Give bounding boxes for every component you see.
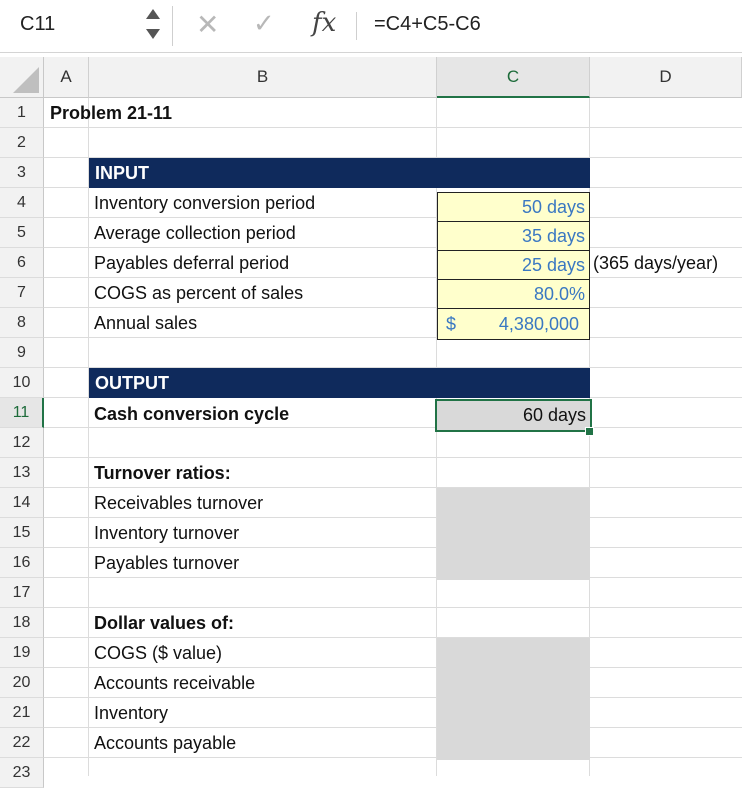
row-header-selected[interactable]: 11 (0, 398, 44, 428)
row-header[interactable]: 8 (0, 308, 44, 338)
cell-c5[interactable]: 35 days (437, 221, 590, 251)
cell-b21[interactable]: Inventory (94, 702, 169, 723)
name-box[interactable]: C11 (20, 13, 56, 35)
row-header[interactable]: 13 (0, 458, 44, 488)
cell-b22[interactable]: Accounts payable (94, 732, 237, 753)
cell-b5[interactable]: Average collection period (94, 222, 296, 243)
column-header-c[interactable]: C (437, 57, 590, 98)
row-header[interactable]: 5 (0, 218, 44, 248)
row-header[interactable]: 18 (0, 608, 44, 638)
row-header[interactable]: 10 (0, 368, 44, 398)
dollar-values-output-cells[interactable] (437, 638, 590, 760)
annual-sales-value: 4,380,000 (498, 313, 579, 334)
row-header[interactable]: 19 (0, 638, 44, 668)
formula-input[interactable]: =C4+C5-C6 (374, 13, 481, 35)
cell-b8[interactable]: Annual sales (94, 312, 198, 333)
column-header-a[interactable]: A (44, 57, 89, 98)
row-header[interactable]: 9 (0, 338, 44, 368)
cell-b11[interactable]: Cash conversion cycle (94, 403, 290, 424)
row-header[interactable]: 16 (0, 548, 44, 578)
fill-handle[interactable] (585, 427, 594, 436)
cell-b13[interactable]: Turnover ratios: (94, 462, 231, 483)
row-header[interactable]: 3 (0, 158, 44, 188)
select-all-icon (13, 67, 39, 93)
row-header[interactable]: 4 (0, 188, 44, 218)
cell-b16[interactable]: Payables turnover (94, 552, 240, 573)
input-section-header[interactable]: INPUT (89, 158, 590, 188)
cell-b15[interactable]: Inventory turnover (94, 522, 240, 543)
cell-c4[interactable]: 50 days (437, 192, 590, 222)
cell-d6[interactable]: (365 days/year) (593, 252, 719, 273)
row-header[interactable]: 17 (0, 578, 44, 608)
cell-b4[interactable]: Inventory conversion period (94, 192, 316, 213)
row-header[interactable]: 20 (0, 668, 44, 698)
cell-b19[interactable]: COGS ($ value) (94, 642, 223, 663)
row-header[interactable]: 2 (0, 128, 44, 158)
gridline (88, 98, 89, 776)
cell-b6[interactable]: Payables deferral period (94, 252, 290, 273)
cell-b14[interactable]: Receivables turnover (94, 492, 264, 513)
row-header[interactable]: 1 (0, 98, 44, 128)
output-section-header[interactable]: OUTPUT (89, 368, 590, 398)
cell-b18[interactable]: Dollar values of: (94, 612, 235, 633)
turnover-output-cells[interactable] (437, 488, 590, 580)
select-all-button[interactable] (0, 57, 44, 98)
row-header[interactable]: 12 (0, 428, 44, 458)
row-header[interactable]: 15 (0, 518, 44, 548)
row-header[interactable]: 21 (0, 698, 44, 728)
formula-bar (0, 0, 742, 53)
cell-c8[interactable] (437, 308, 590, 340)
column-header-d[interactable]: D (590, 57, 742, 98)
divider (172, 6, 173, 46)
name-box-stepper[interactable] (146, 9, 160, 43)
insert-function-icon[interactable]: fx (312, 8, 337, 38)
cancel-icon[interactable]: ✕ (196, 9, 220, 40)
column-header-b[interactable]: B (89, 57, 437, 98)
row-header[interactable]: 6 (0, 248, 44, 278)
row-header[interactable]: 7 (0, 278, 44, 308)
row-header[interactable]: 23 (0, 758, 44, 788)
cell-c6[interactable]: 25 days (437, 250, 590, 280)
chevron-up-icon[interactable] (146, 9, 160, 19)
cell-a1[interactable]: Problem 21-11 (50, 102, 173, 123)
cell-b20[interactable]: Accounts receivable (94, 672, 256, 693)
row-header[interactable]: 22 (0, 728, 44, 758)
chevron-down-icon[interactable] (146, 29, 160, 39)
cell-b7[interactable]: COGS as percent of sales (94, 282, 304, 303)
row-header[interactable]: 14 (0, 488, 44, 518)
currency-symbol: $ (446, 313, 457, 334)
cell-c11-selected[interactable]: 60 days (435, 399, 592, 432)
enter-icon[interactable]: ✓ (253, 8, 275, 38)
divider (356, 12, 357, 40)
cell-c7[interactable]: 80.0% (437, 279, 590, 309)
